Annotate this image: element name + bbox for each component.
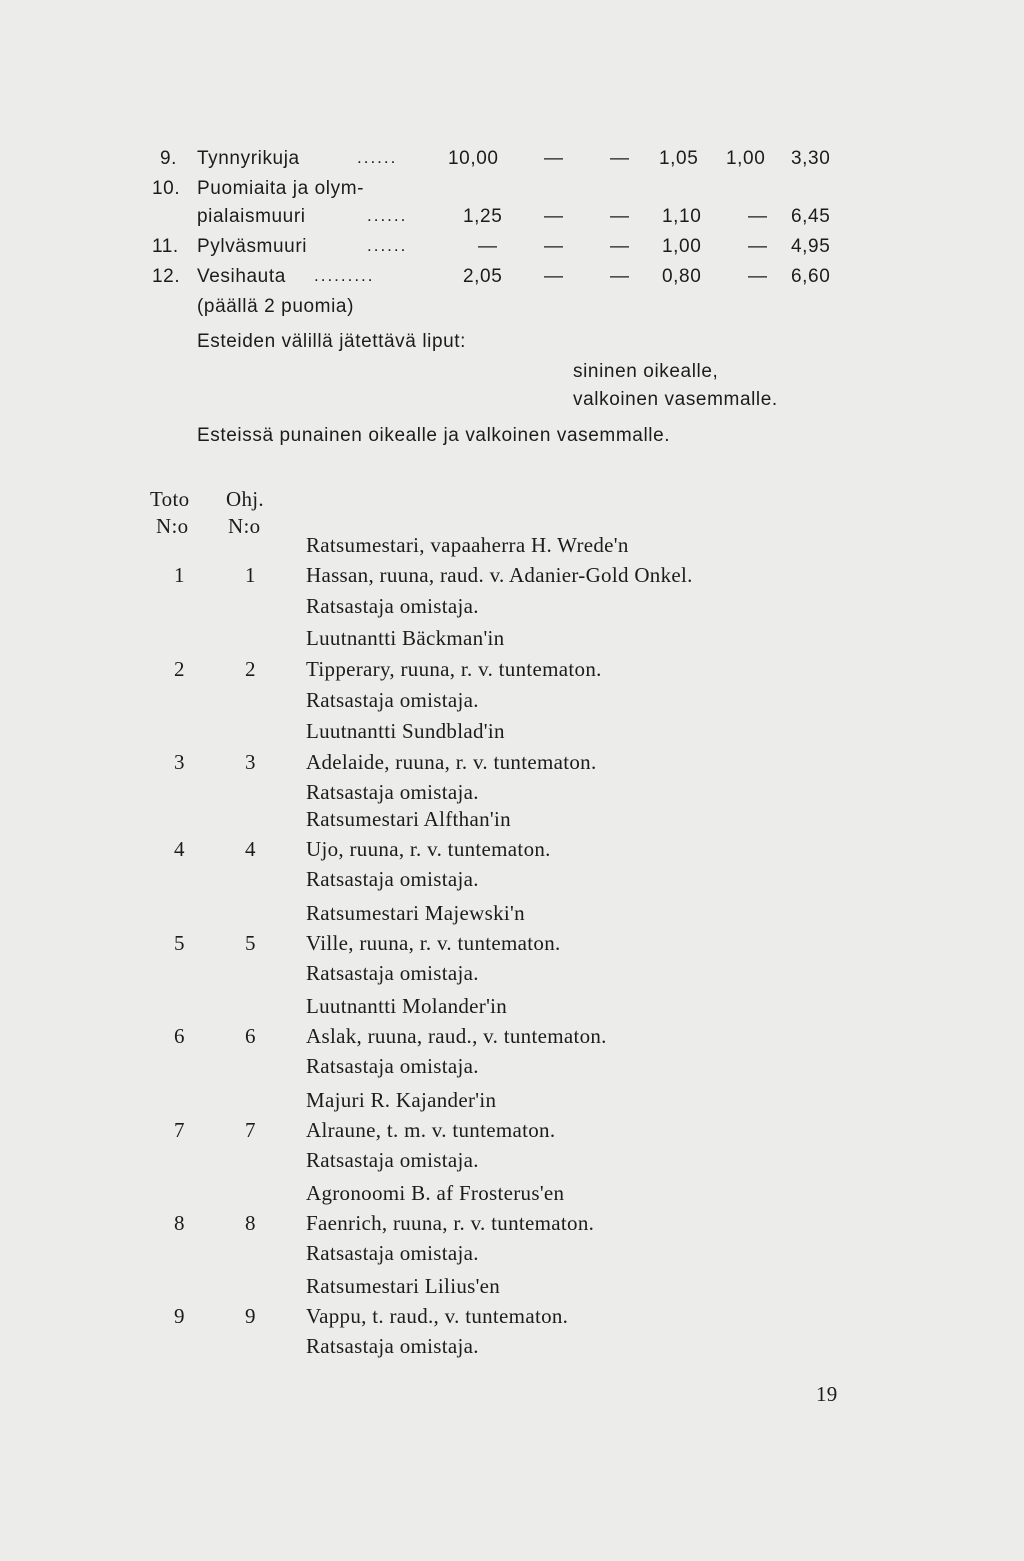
entry-owner: Ratsumestari Lilius'en <box>306 1274 501 1298</box>
obstacle-value: — <box>610 266 629 287</box>
entry-toto-number: 9 <box>174 1304 185 1328</box>
obstacle-value: 6,60 <box>791 266 831 287</box>
entry-ohj-number: 1 <box>245 563 256 587</box>
flags-line-1: sininen oikealle, <box>573 361 719 382</box>
entry-horse: Tipperary, ruuna, r. v. tuntematon. <box>306 657 602 681</box>
entry-horse: Alraune, t. m. v. tuntematon. <box>306 1118 556 1142</box>
entry-horse: Ville, ruuna, r. v. tuntematon. <box>306 931 561 955</box>
leader-dots: ......... <box>314 266 375 285</box>
entry-toto-number: 6 <box>174 1024 185 1048</box>
obstacle-value: 1,00 <box>726 148 766 169</box>
entry-owner: Ratsumestari Alfthan'in <box>306 807 511 831</box>
entry-horse: Adelaide, ruuna, r. v. tuntematon. <box>306 750 597 774</box>
entry-ohj-number: 4 <box>245 837 256 861</box>
obstacle-value: 1,05 <box>659 148 699 169</box>
entry-rider: Ratsastaja omistaja. <box>306 1241 479 1265</box>
flags-in-obstacles: Esteissä punainen oikealle ja valkoinen vasemmalle. <box>197 425 671 446</box>
entry-toto-number: 5 <box>174 931 185 955</box>
entry-rider: Ratsastaja omistaja. <box>306 1334 479 1358</box>
entry-owner: Ratsumestari, vapaaherra H. Wrede'n <box>306 533 629 557</box>
obstacle-value: — <box>544 266 563 287</box>
entry-rider: Ratsastaja omistaja. <box>306 1054 479 1078</box>
entry-ohj-number: 6 <box>245 1024 256 1048</box>
entry-ohj-number: 7 <box>245 1118 256 1142</box>
obstacle-value: 1,10 <box>662 206 702 227</box>
obstacle-value: — <box>544 148 563 169</box>
entry-owner: Luutnantti Molander'in <box>306 994 508 1018</box>
entry-rider: Ratsastaja omistaja. <box>306 867 479 891</box>
header-toto-no: N:o <box>156 514 189 538</box>
obstacle-name: Pylväsmuuri <box>197 236 308 257</box>
obstacle-note: (päällä 2 puomia) <box>197 296 355 317</box>
header-ohj-no: N:o <box>228 514 261 538</box>
obstacle-name: Vesihauta <box>197 266 286 287</box>
obstacle-value: 10,00 <box>448 148 499 169</box>
leader-dots: ...... <box>367 206 408 225</box>
obstacle-value: — <box>610 236 629 257</box>
flags-line-2: valkoinen vasemmalle. <box>573 389 778 410</box>
entry-owner: Ratsumestari Majewski'n <box>306 901 525 925</box>
entry-toto-number: 8 <box>174 1211 185 1235</box>
header-toto: Toto <box>150 487 190 511</box>
leader-dots: ...... <box>357 148 398 167</box>
obstacle-value: — <box>544 236 563 257</box>
entry-owner: Majuri R. Kajander'in <box>306 1088 497 1112</box>
entry-rider: Ratsastaja omistaja. <box>306 688 479 712</box>
obstacle-number: 12. <box>152 266 181 287</box>
entry-rider: Ratsastaja omistaja. <box>306 961 479 985</box>
entry-horse: Faenrich, ruuna, r. v. tuntematon. <box>306 1211 595 1235</box>
obstacle-value: 1,25 <box>463 206 503 227</box>
obstacle-value: 6,45 <box>791 206 831 227</box>
page-number: 19 <box>816 1382 838 1406</box>
entry-owner: Agronoomi B. af Frosterus'en <box>306 1181 565 1205</box>
obstacle-value: — <box>544 206 563 227</box>
obstacle-value: 0,80 <box>662 266 702 287</box>
entry-rider: Ratsastaja omistaja. <box>306 594 479 618</box>
entry-horse: Ujo, ruuna, r. v. tuntematon. <box>306 837 551 861</box>
obstacle-value: — <box>748 266 767 287</box>
entry-owner: Luutnantti Bäckman'in <box>306 626 505 650</box>
obstacle-value: 1,00 <box>662 236 702 257</box>
obstacle-name-continued: pialaismuuri <box>197 206 306 227</box>
entry-toto-number: 7 <box>174 1118 185 1142</box>
entry-ohj-number: 8 <box>245 1211 256 1235</box>
obstacle-value: 2,05 <box>463 266 503 287</box>
obstacle-number: 10. <box>152 178 181 199</box>
entry-ohj-number: 9 <box>245 1304 256 1328</box>
obstacle-number: 9. <box>160 148 178 169</box>
obstacle-value: 3,30 <box>791 148 831 169</box>
flags-intro: Esteiden välillä jätettävä liput: <box>197 331 467 352</box>
entry-ohj-number: 2 <box>245 657 256 681</box>
entry-rider: Ratsastaja omistaja. <box>306 1148 479 1172</box>
header-ohj: Ohj. <box>226 487 264 511</box>
entry-rider: Ratsastaja omistaja. <box>306 780 479 804</box>
entry-ohj-number: 3 <box>245 750 256 774</box>
entry-horse: Hassan, ruuna, raud. v. Adanier-Gold Onkel. <box>306 563 693 587</box>
entry-horse: Vappu, t. raud., v. tuntematon. <box>306 1304 569 1328</box>
leader-dots: ...... <box>367 236 408 255</box>
entry-ohj-number: 5 <box>245 931 256 955</box>
obstacle-value: — <box>478 236 497 257</box>
entry-toto-number: 1 <box>174 563 185 587</box>
obstacle-value: — <box>748 236 767 257</box>
obstacle-value: 4,95 <box>791 236 831 257</box>
entry-toto-number: 4 <box>174 837 185 861</box>
entry-horse: Aslak, ruuna, raud., v. tuntematon. <box>306 1024 607 1048</box>
obstacle-value: — <box>748 206 767 227</box>
obstacle-value: — <box>610 148 629 169</box>
obstacle-name: Puomiaita ja olym- <box>197 178 365 199</box>
obstacle-name: Tynnyrikuja <box>197 148 300 169</box>
entry-toto-number: 3 <box>174 750 185 774</box>
obstacle-number: 11. <box>152 236 179 257</box>
entry-owner: Luutnantti Sundblad'in <box>306 719 505 743</box>
obstacle-value: — <box>610 206 629 227</box>
entry-toto-number: 2 <box>174 657 185 681</box>
